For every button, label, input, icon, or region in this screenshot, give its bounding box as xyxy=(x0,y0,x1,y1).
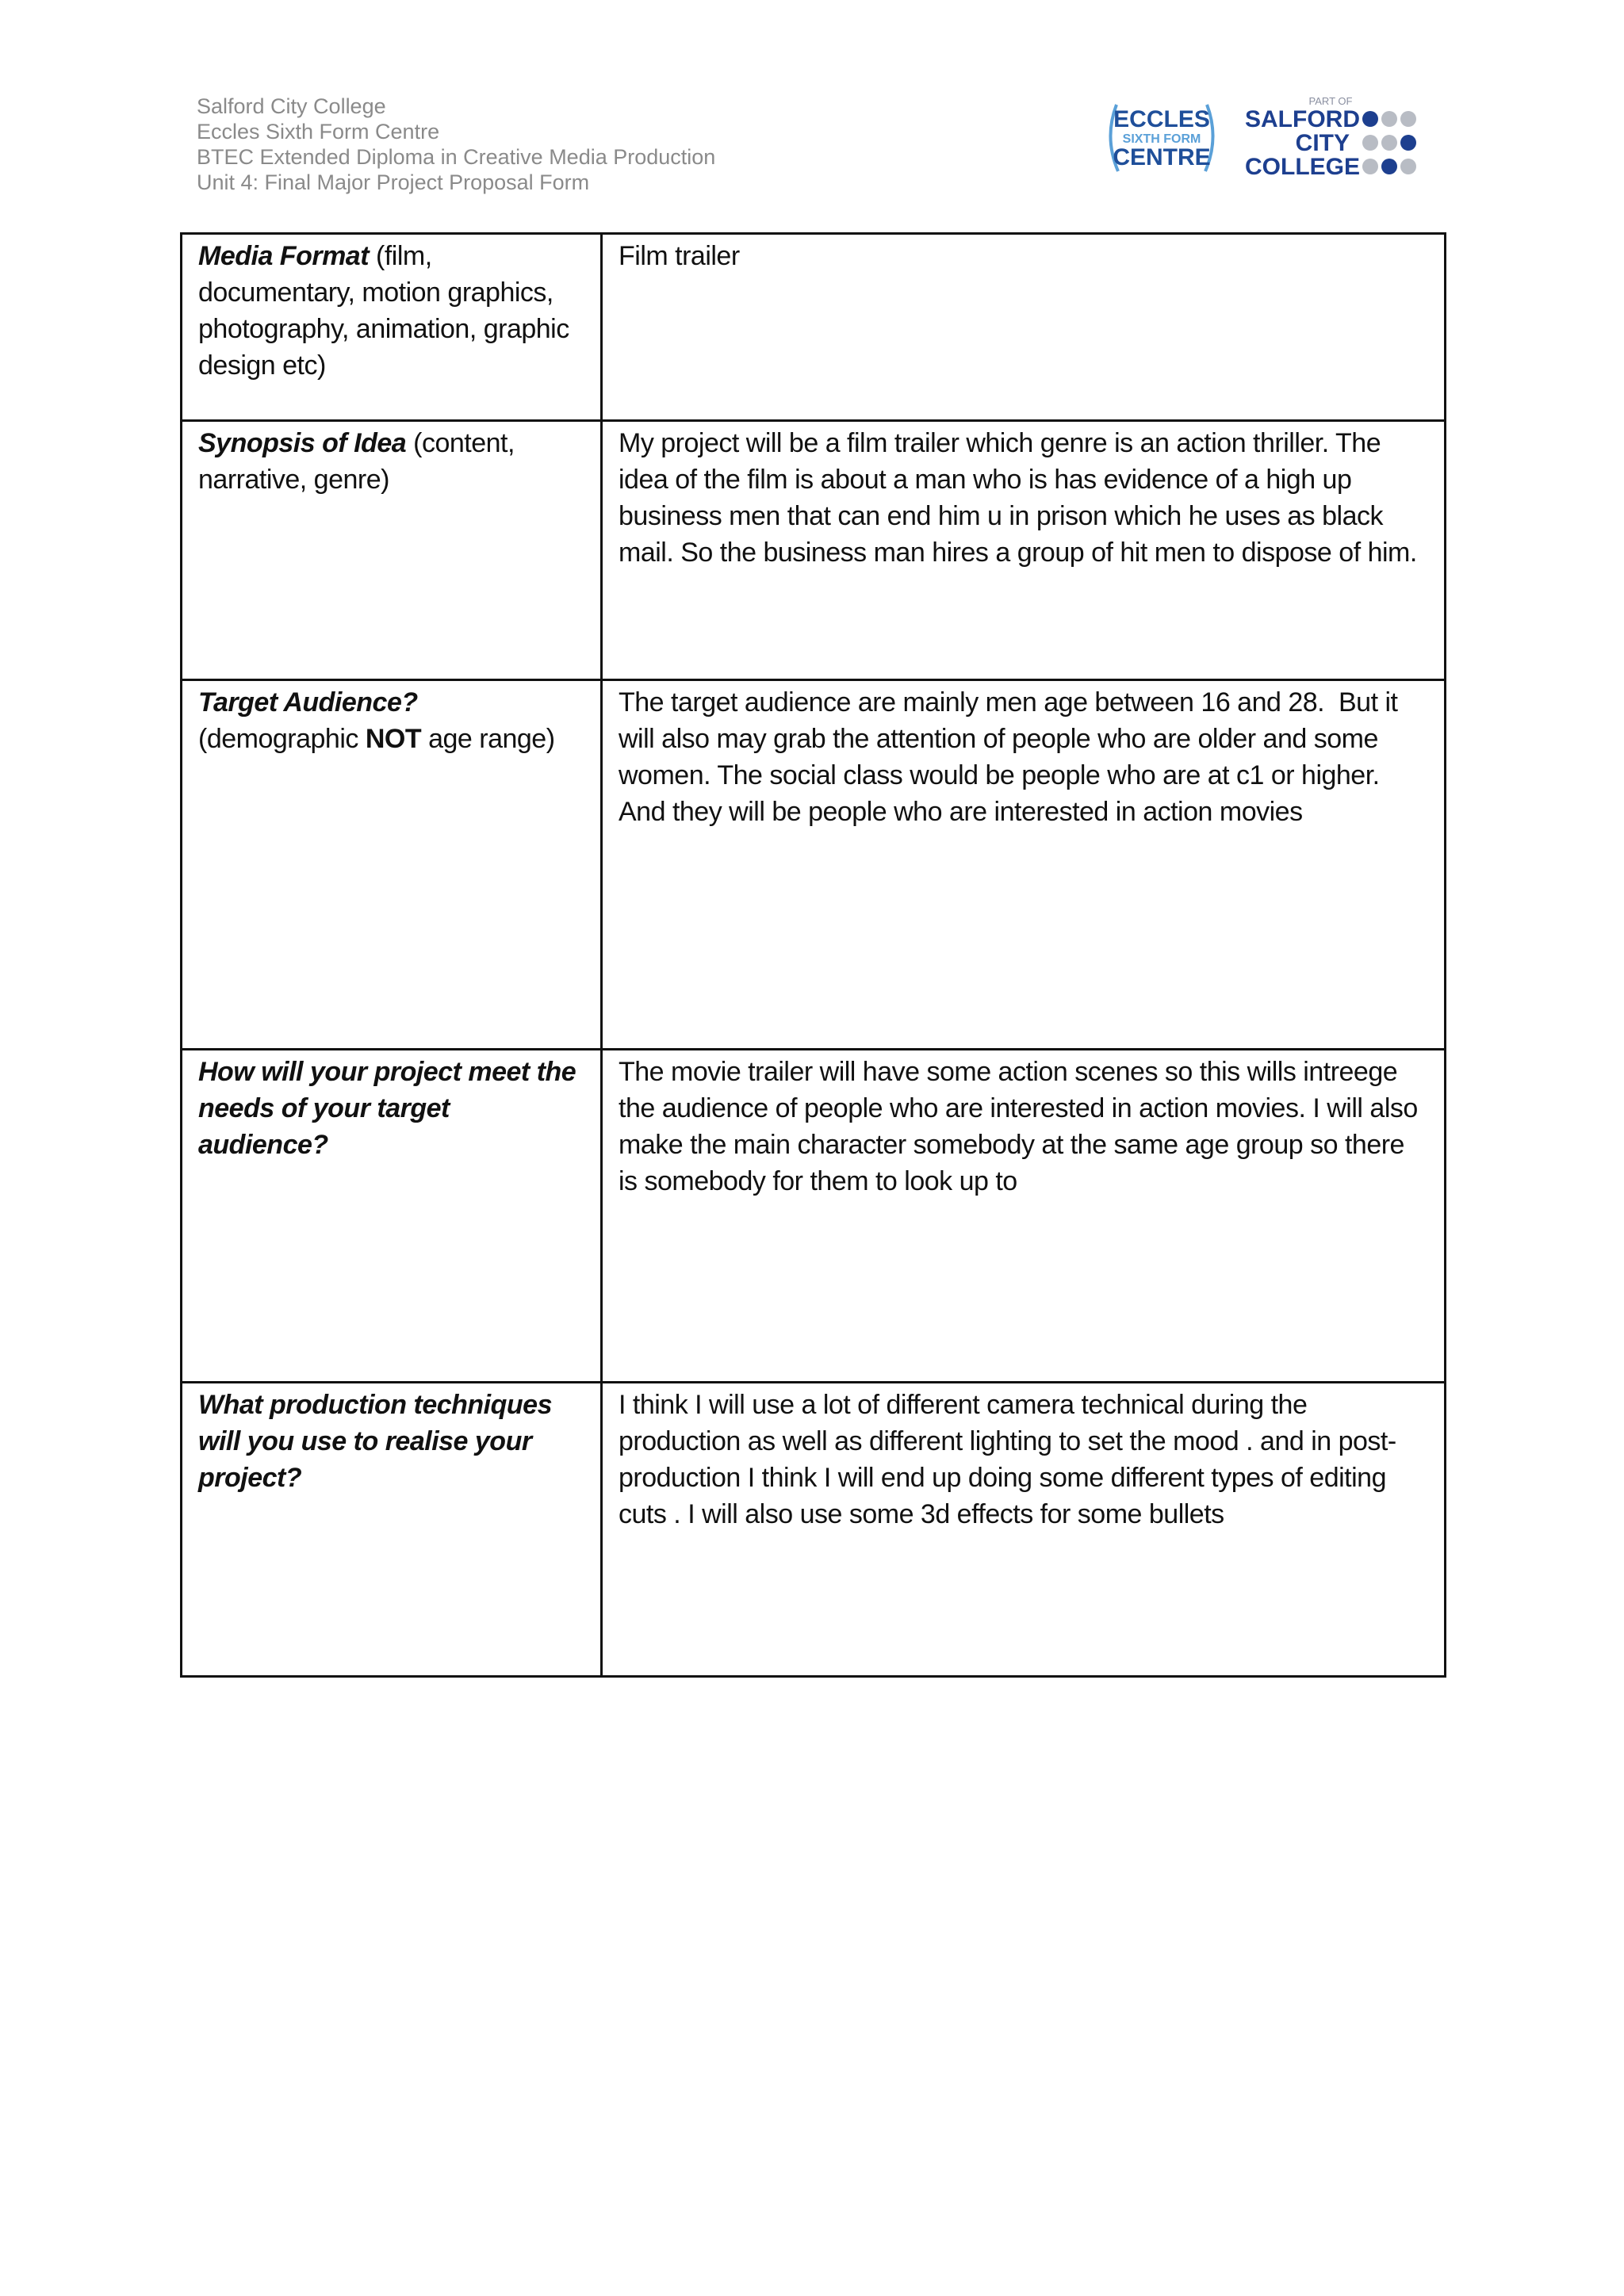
header-course: BTEC Extended Diploma in Creative Media Production xyxy=(197,145,716,169)
answer-text: The target audience are mainly men age between 16 and 28. But it will also may grab the attention of people who are older and some women. The social class would be people who are at c1 or higher. And they will be people who are interested in action movies xyxy=(619,687,1405,827)
question-cell xyxy=(182,1050,602,1383)
answer-text: My project will be a film trailer which genre is an action thriller. The idea of the film is about a man who is has evidence of a high up business men that can end him u in prison which he uses as black mail. So the business man hires a group of hit men to dispose of him. xyxy=(619,428,1417,568)
question-cell xyxy=(182,421,602,680)
question-cell xyxy=(182,680,602,1050)
table-row-target-audience xyxy=(182,680,1446,1050)
header-college: Salford City College xyxy=(197,94,386,118)
answer-cell xyxy=(602,680,1446,1050)
question-hint-post: age range) xyxy=(421,724,555,754)
question-cell xyxy=(182,234,602,421)
question-hint-pre: (demographic xyxy=(198,724,366,754)
header-centre: Eccles Sixth Form Centre xyxy=(197,120,440,144)
eccles-logo-line1: ECCLES xyxy=(1113,106,1210,132)
answer-cell xyxy=(602,1383,1446,1677)
table-row-audience-needs xyxy=(182,1050,1446,1383)
salford-logo-line2: CITY xyxy=(1295,130,1350,156)
question-label: Target Audience? xyxy=(198,687,418,718)
question-hint: (film, documentary, motion graphics, photography, animation, graphic design etc) xyxy=(198,241,569,381)
table-row-production-techniques xyxy=(182,1383,1446,1677)
salford-city-college-logo xyxy=(1243,92,1419,179)
question-label: Media Format xyxy=(198,241,370,271)
question-hint-not: NOT xyxy=(365,724,422,754)
document-header xyxy=(197,94,715,195)
answer-text: I think I will use a lot of different camera technical during the production as well as different lighting to set the mood . and in post-production I think I will end up doing some different types of editing cuts . I will also use some 3d effects for some bullets xyxy=(619,1390,1396,1529)
salford-logo-line3: COLLEGE xyxy=(1245,154,1361,179)
answer-text: The movie trailer will have some action scenes so this wills intreege the audience of people who are interested in action movies. I will also make the main character somebody at the same age group so there is somebody for them to look up to xyxy=(619,1057,1425,1196)
table-row-media-format xyxy=(182,234,1446,421)
salford-logo-line1: SALFORD xyxy=(1245,106,1360,132)
question-label: What production techniques will you use to realise your project? xyxy=(198,1390,552,1493)
question-hint: (content, narrative, genre) xyxy=(198,428,515,495)
question-label: How will your project meet the needs of your target audience? xyxy=(198,1057,576,1160)
header-unit: Unit 4: Final Major Project Proposal Form xyxy=(197,170,590,194)
question-cell xyxy=(182,1383,602,1677)
eccles-centre-logo xyxy=(1102,98,1221,178)
table-row-synopsis xyxy=(182,421,1446,680)
salford-logo-dots xyxy=(1362,111,1416,174)
header-logos xyxy=(1102,92,1419,179)
salford-logo-top: PART OF xyxy=(1308,95,1353,107)
question-label: Synopsis of Idea xyxy=(198,428,407,458)
answer-cell xyxy=(602,1050,1446,1383)
eccles-logo-line3: CENTRE xyxy=(1113,144,1211,170)
proposal-form-table xyxy=(180,232,1446,1678)
answer-text: Film trailer xyxy=(619,241,740,271)
eccles-logo-line2: SIXTH FORM xyxy=(1122,132,1201,146)
answer-cell xyxy=(602,234,1446,421)
answer-cell xyxy=(602,421,1446,680)
